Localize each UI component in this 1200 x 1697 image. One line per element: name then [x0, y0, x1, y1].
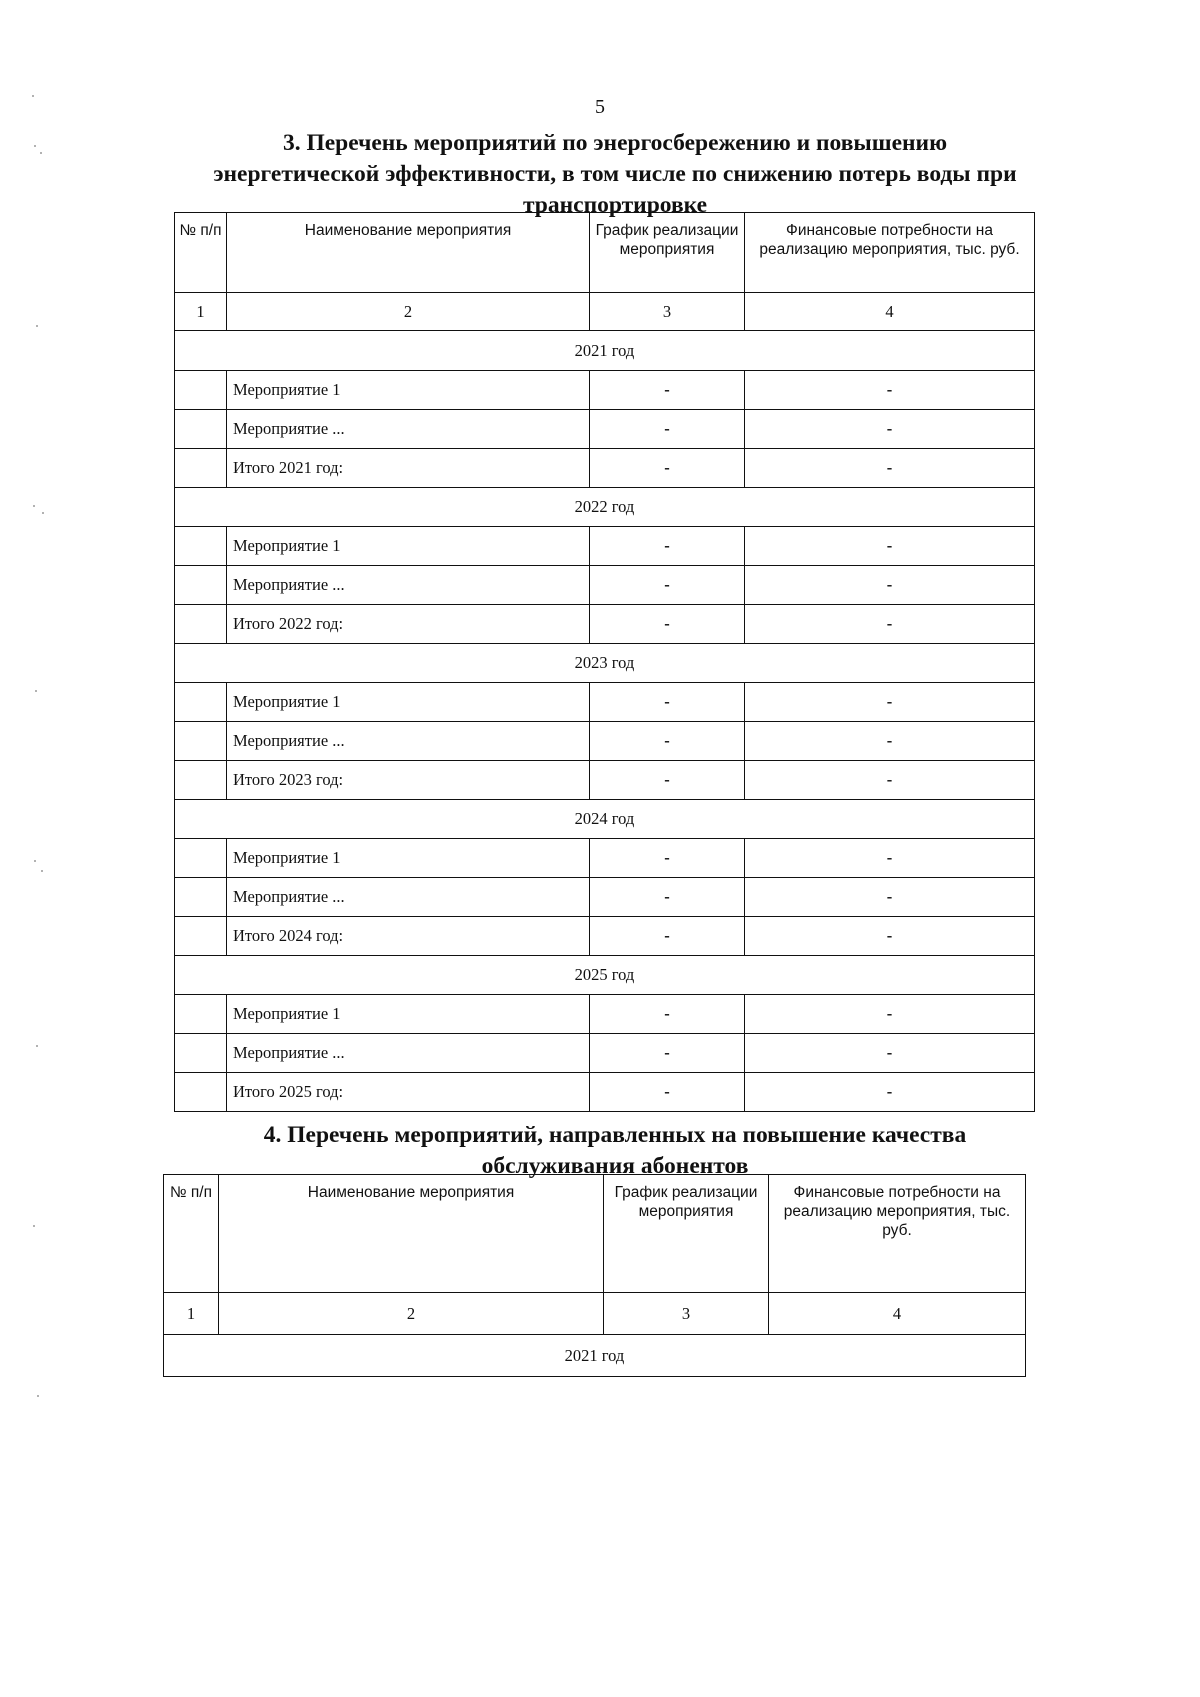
schedule-value: - [590, 761, 745, 800]
schedule-value: - [590, 683, 745, 722]
header-finance: Финансовые потребности на реализацию мероприятия, тыс. руб. [745, 213, 1035, 293]
column-numbers-row [164, 1293, 1026, 1335]
row-number-cell [175, 839, 227, 878]
scan-speck [41, 870, 43, 872]
finance-value: - [745, 1034, 1035, 1073]
total-label: Итого 2021 год: [227, 449, 590, 488]
schedule-value: - [590, 410, 745, 449]
table-header-row [175, 213, 1035, 293]
service-quality-measures-table [163, 1174, 1026, 1377]
row-number-cell [175, 449, 227, 488]
scan-speck [36, 1045, 38, 1047]
finance-value: - [745, 449, 1035, 488]
schedule-value: - [590, 1034, 745, 1073]
column-number-2: 2 [219, 1293, 604, 1335]
finance-value: - [745, 605, 1035, 644]
total-label: Итого 2025 год: [227, 1073, 590, 1112]
finance-value: - [745, 761, 1035, 800]
header-measure-name: Наименование мероприятия [219, 1175, 604, 1293]
measure-name: Мероприятие ... [227, 722, 590, 761]
header-number: № п/п [164, 1175, 219, 1293]
total-row [175, 605, 1035, 644]
section-4-title [180, 1120, 1050, 1182]
schedule-value: - [590, 605, 745, 644]
column-number-1: 1 [164, 1293, 219, 1335]
measure-name: Мероприятие ... [227, 878, 590, 917]
total-label: Итого 2024 год: [227, 917, 590, 956]
table-row [175, 410, 1035, 449]
row-number-cell [175, 527, 227, 566]
table-header-row [164, 1175, 1026, 1293]
year-label: 2022 год [175, 488, 1035, 527]
schedule-value: - [590, 449, 745, 488]
finance-value: - [745, 917, 1035, 956]
header-schedule: График реализации мероприятия [604, 1175, 769, 1293]
measure-name: Мероприятие ... [227, 566, 590, 605]
schedule-value: - [590, 995, 745, 1034]
header-measure-name: Наименование мероприятия [227, 213, 590, 293]
finance-value: - [745, 722, 1035, 761]
row-number-cell [175, 878, 227, 917]
section-4-title-line-1: 4. Перечень мероприятий, направленных на повышение качества [263, 1122, 967, 1148]
finance-value: - [745, 839, 1035, 878]
year-label: 2024 год [175, 800, 1035, 839]
table-row [175, 722, 1035, 761]
energy-saving-measures-table [174, 212, 1035, 1112]
schedule-value: - [590, 566, 745, 605]
scan-specks [30, 0, 60, 1697]
schedule-value: - [590, 1073, 745, 1112]
schedule-value: - [590, 839, 745, 878]
column-number-3: 3 [604, 1293, 769, 1335]
year-label: 2023 год [175, 644, 1035, 683]
header-finance: Финансовые потребности на реализацию мероприятия, тыс. руб. [769, 1175, 1026, 1293]
total-row [175, 917, 1035, 956]
year-row [175, 644, 1035, 683]
finance-value: - [745, 878, 1035, 917]
column-numbers-row [175, 293, 1035, 331]
finance-value: - [745, 1073, 1035, 1112]
table-row [175, 566, 1035, 605]
page-number: 5 [595, 96, 605, 118]
row-number-cell [175, 917, 227, 956]
row-number-cell [175, 995, 227, 1034]
finance-value: - [745, 371, 1035, 410]
total-label: Итого 2023 год: [227, 761, 590, 800]
finance-value: - [745, 566, 1035, 605]
row-number-cell [175, 410, 227, 449]
year-label: 2021 год [164, 1335, 1026, 1377]
scan-speck [32, 95, 34, 97]
row-number-cell [175, 1034, 227, 1073]
header-schedule: График реализации мероприятия [590, 213, 745, 293]
scan-speck [34, 860, 36, 862]
year-label: 2025 год [175, 956, 1035, 995]
schedule-value: - [590, 878, 745, 917]
row-number-cell [175, 683, 227, 722]
row-number-cell [175, 722, 227, 761]
table-row [175, 371, 1035, 410]
year-label: 2021 год [175, 331, 1035, 371]
measure-name: Мероприятие 1 [227, 995, 590, 1034]
year-row [175, 956, 1035, 995]
finance-value: - [745, 683, 1035, 722]
row-number-cell [175, 761, 227, 800]
column-number-4: 4 [769, 1293, 1026, 1335]
section-3-title-line-3: транспортировке [522, 192, 708, 218]
finance-value: - [745, 410, 1035, 449]
year-row [164, 1335, 1026, 1377]
total-row [175, 1073, 1035, 1112]
schedule-value: - [590, 917, 745, 956]
column-number-2: 2 [227, 293, 590, 331]
scan-speck [33, 1225, 35, 1227]
year-row [175, 800, 1035, 839]
schedule-value: - [590, 527, 745, 566]
column-number-1: 1 [175, 293, 227, 331]
measure-name: Мероприятие 1 [227, 371, 590, 410]
measure-name: Мероприятие 1 [227, 527, 590, 566]
scan-speck [33, 505, 35, 507]
section-4-title-line-2: обслуживания абонентов [481, 1153, 749, 1179]
table-row [175, 683, 1035, 722]
scan-speck [42, 512, 44, 514]
section-3-title-line-1: 3. Перечень мероприятий по энергосбережению и повышению [282, 130, 948, 156]
total-label: Итого 2022 год: [227, 605, 590, 644]
scan-speck [40, 152, 42, 154]
year-row [175, 331, 1035, 371]
row-number-cell [175, 605, 227, 644]
table-row [175, 527, 1035, 566]
table-row [175, 839, 1035, 878]
scan-speck [36, 325, 38, 327]
column-number-3: 3 [590, 293, 745, 331]
section-3-title-line-2: энергетической эффективности, в том числе по снижению потерь воды при [213, 161, 1017, 187]
scan-speck [37, 1395, 39, 1397]
measure-name: Мероприятие ... [227, 1034, 590, 1073]
row-number-cell [175, 371, 227, 410]
measure-name: Мероприятие ... [227, 410, 590, 449]
schedule-value: - [590, 371, 745, 410]
table-row [175, 995, 1035, 1034]
schedule-value: - [590, 722, 745, 761]
table-row [175, 1034, 1035, 1073]
measure-name: Мероприятие 1 [227, 839, 590, 878]
year-row [175, 488, 1035, 527]
section-3-title [180, 128, 1050, 221]
column-number-4: 4 [745, 293, 1035, 331]
finance-value: - [745, 527, 1035, 566]
finance-value: - [745, 995, 1035, 1034]
scan-speck [35, 690, 37, 692]
total-row [175, 761, 1035, 800]
scan-speck [34, 145, 36, 147]
total-row [175, 449, 1035, 488]
row-number-cell [175, 1073, 227, 1112]
header-number: № п/п [175, 213, 227, 293]
table-row [175, 878, 1035, 917]
measure-name: Мероприятие 1 [227, 683, 590, 722]
row-number-cell [175, 566, 227, 605]
